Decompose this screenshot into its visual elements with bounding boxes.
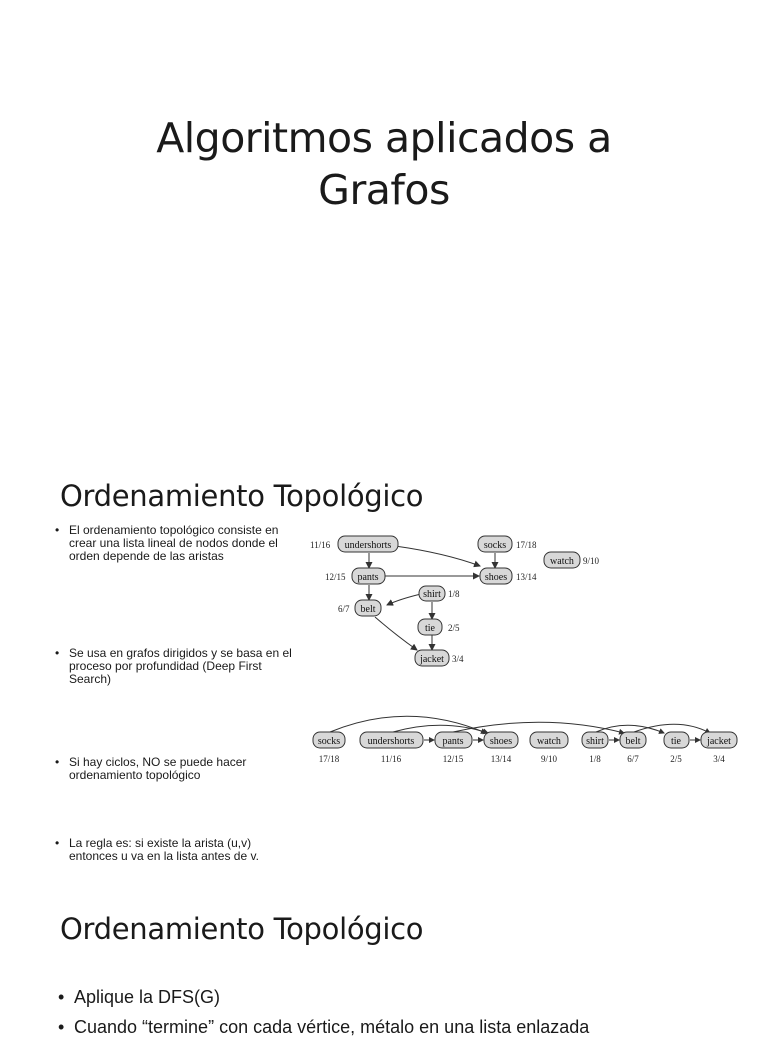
list-time: 12/15 <box>442 754 464 764</box>
svg-text:watch: watch <box>550 556 574 567</box>
list-node <box>701 732 737 748</box>
list-node <box>435 732 472 748</box>
node-undershorts <box>338 536 398 552</box>
edge-belt-jacket <box>375 617 417 650</box>
node-watch <box>544 552 580 568</box>
bullet-item: • El ordenamiento topológico consiste en crear una lista lineal de nodos donde el orden depende de las aristas <box>55 524 303 563</box>
node-shoes <box>480 568 512 584</box>
node-time: 17/18 <box>516 540 537 550</box>
node-jacket <box>415 650 449 666</box>
svg-text:undershorts: undershorts <box>367 736 415 747</box>
svg-text:undershorts: undershorts <box>344 540 392 551</box>
svg-text:watch: watch <box>537 736 561 747</box>
node-pants <box>352 568 385 584</box>
edge-undershorts-shoes <box>395 546 480 566</box>
node-time: 3/4 <box>452 654 464 664</box>
slide-heading: Ordenamiento Topológico <box>60 912 424 946</box>
svg-text:shirt: shirt <box>586 736 604 747</box>
list-node <box>360 732 423 748</box>
svg-text:socks: socks <box>317 736 341 747</box>
edge-shirt-belt <box>387 594 421 605</box>
bullet-list <box>58 982 589 1042</box>
list-time: 17/18 <box>318 754 340 764</box>
node-time: 11/16 <box>310 540 331 550</box>
list-node <box>484 732 518 748</box>
bullet-list <box>55 523 303 863</box>
list-node <box>313 732 345 748</box>
node-belt <box>355 600 381 616</box>
svg-text:jacket: jacket <box>707 736 731 747</box>
title-line-1: Algoritmos aplicados a <box>156 114 612 162</box>
svg-text:shoes: shoes <box>484 572 508 583</box>
dag-diagram <box>305 528 765 678</box>
node-tie <box>418 619 442 635</box>
list-time: 3/4 <box>713 754 725 764</box>
node-time: 1/8 <box>448 589 460 599</box>
bullet-item: • Se usa en grafos dirigidos y se basa en el proceso por profundidad (Deep First Search) <box>55 647 303 686</box>
svg-text:belt: belt <box>360 604 376 615</box>
node-time: 2/5 <box>448 623 460 633</box>
list-time: 13/14 <box>490 754 512 764</box>
slide-heading: Ordenamiento Topológico <box>60 479 424 513</box>
node-shirt <box>419 586 445 601</box>
svg-text:shirt: shirt <box>423 589 441 600</box>
list-time: 11/16 <box>380 754 402 764</box>
node-time: 6/7 <box>338 604 350 614</box>
list-time: 6/7 <box>627 754 639 764</box>
title-slide <box>0 0 768 432</box>
node-time: 9/10 <box>583 556 600 566</box>
list-node <box>582 732 608 748</box>
list-time: 1/8 <box>589 754 601 764</box>
title-line-2: Grafos <box>318 166 450 214</box>
svg-text:tie: tie <box>671 736 681 747</box>
node-socks <box>478 536 512 552</box>
topological-sort-steps-slide <box>0 880 768 1037</box>
svg-text:pants: pants <box>442 736 464 747</box>
svg-text:pants: pants <box>357 572 379 583</box>
svg-text:shoes: shoes <box>489 736 513 747</box>
svg-text:belt: belt <box>625 736 641 747</box>
list-node <box>664 732 689 748</box>
node-time: 12/15 <box>325 572 346 582</box>
slide-title <box>84 112 684 216</box>
sorted-list-diagram <box>308 706 748 768</box>
list-time: 9/10 <box>540 754 558 764</box>
node-time: 13/14 <box>516 572 537 582</box>
svg-text:jacket: jacket <box>420 654 444 665</box>
svg-text:tie: tie <box>425 623 435 634</box>
bullet-item: • Cuando “termine” con cada vértice, métalo en una lista enlazada <box>58 1012 589 1042</box>
bullet-item: • Si hay ciclos, NO se puede hacer ordenamiento topológico <box>55 756 303 782</box>
svg-text:socks: socks <box>483 540 507 551</box>
list-node <box>620 732 646 748</box>
bullet-item: • Aplique la DFS(G) <box>58 982 589 1012</box>
list-time: 2/5 <box>670 754 682 764</box>
bullet-item: • La regla es: si existe la arista (u,v) entonces u va en la lista antes de v. <box>55 837 303 863</box>
list-node <box>530 732 568 748</box>
topological-sort-slide <box>0 440 768 872</box>
